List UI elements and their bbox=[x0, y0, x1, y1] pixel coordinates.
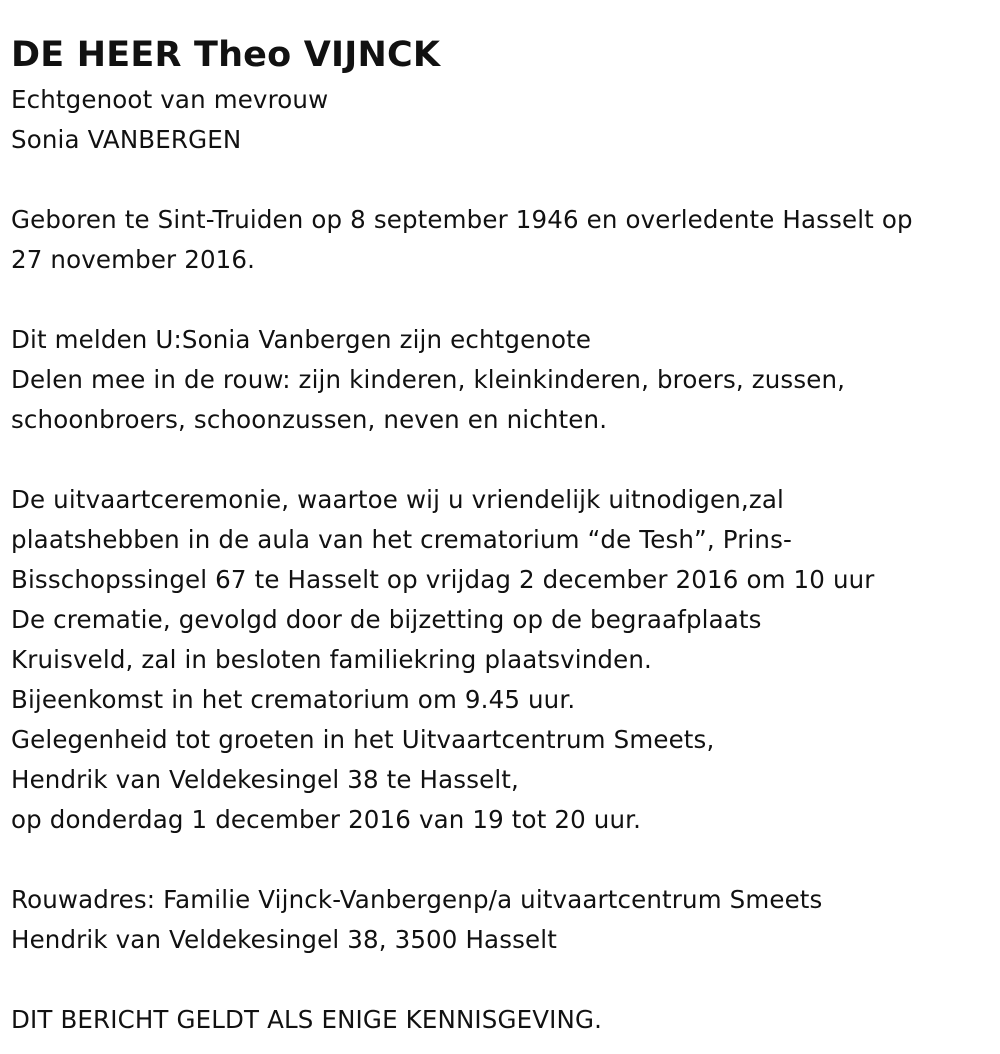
obituary-notice bbox=[11, 30, 996, 1040]
spouse-line-2: Sonia VANBERGEN bbox=[11, 125, 242, 154]
spouse-section bbox=[11, 80, 996, 160]
closing-notice: DIT BERICHT GELDT ALS ENIGE KENNISGEVING. bbox=[11, 1005, 603, 1034]
birth-death-line-2: 27 november 2016. bbox=[11, 245, 256, 274]
paragraph-gap bbox=[11, 440, 996, 480]
address-section bbox=[11, 880, 996, 960]
announcement-line-1: Dit melden U:Sonia Vanbergen zijn echtgenote bbox=[11, 325, 592, 354]
paragraph-gap bbox=[11, 160, 996, 200]
announcement-line-3: schoonbroers, schoonzussen, neven en nichten. bbox=[11, 405, 608, 434]
ceremony-line-6: Bijeenkomst in het crematorium om 9.45 uur. bbox=[11, 685, 576, 714]
address-line-2: Hendrik van Veldekesingel 38, 3500 Hasselt bbox=[11, 925, 557, 954]
paragraph-gap bbox=[11, 840, 996, 880]
spouse-line-1: Echtgenoot van mevrouw bbox=[11, 85, 329, 114]
ceremony-line-7: Gelegenheid tot groeten in het Uitvaartcentrum Smeets, bbox=[11, 725, 715, 754]
birth-death-section bbox=[11, 200, 996, 280]
deceased-name-title: DE HEER Theo VIJNCK bbox=[11, 35, 441, 75]
announcement-section bbox=[11, 320, 996, 440]
paragraph-gap bbox=[11, 280, 996, 320]
paragraph-gap bbox=[11, 960, 996, 1000]
announcement-line-2: Delen mee in de rouw: zijn kinderen, kleinkinderen, broers, zussen, bbox=[11, 365, 846, 394]
ceremony-line-8: Hendrik van Veldekesingel 38 te Hasselt, bbox=[11, 765, 519, 794]
ceremony-line-9: op donderdag 1 december 2016 van 19 tot 20 uur. bbox=[11, 805, 642, 834]
address-line-1: Rouwadres: Familie Vijnck-Vanbergenp/a uitvaartcentrum Smeets bbox=[11, 885, 823, 914]
birth-death-line-1: Geboren te Sint-Truiden op 8 september 1946 en overledente Hasselt op bbox=[11, 205, 913, 234]
ceremony-line-4: De crematie, gevolgd door de bijzetting op de begraafplaats bbox=[11, 605, 762, 634]
ceremony-line-1: De uitvaartceremonie, waartoe wij u vriendelijk uitnodigen,zal bbox=[11, 485, 784, 514]
ceremony-line-2: plaatshebben in de aula van het crematorium “de Tesh”, Prins- bbox=[11, 525, 793, 554]
ceremony-line-5: Kruisveld, zal in besloten familiekring plaatsvinden. bbox=[11, 645, 652, 674]
ceremony-section bbox=[11, 480, 996, 840]
ceremony-line-3: Bisschopssingel 67 te Hasselt op vrijdag 2 december 2016 om 10 uur bbox=[11, 565, 875, 594]
